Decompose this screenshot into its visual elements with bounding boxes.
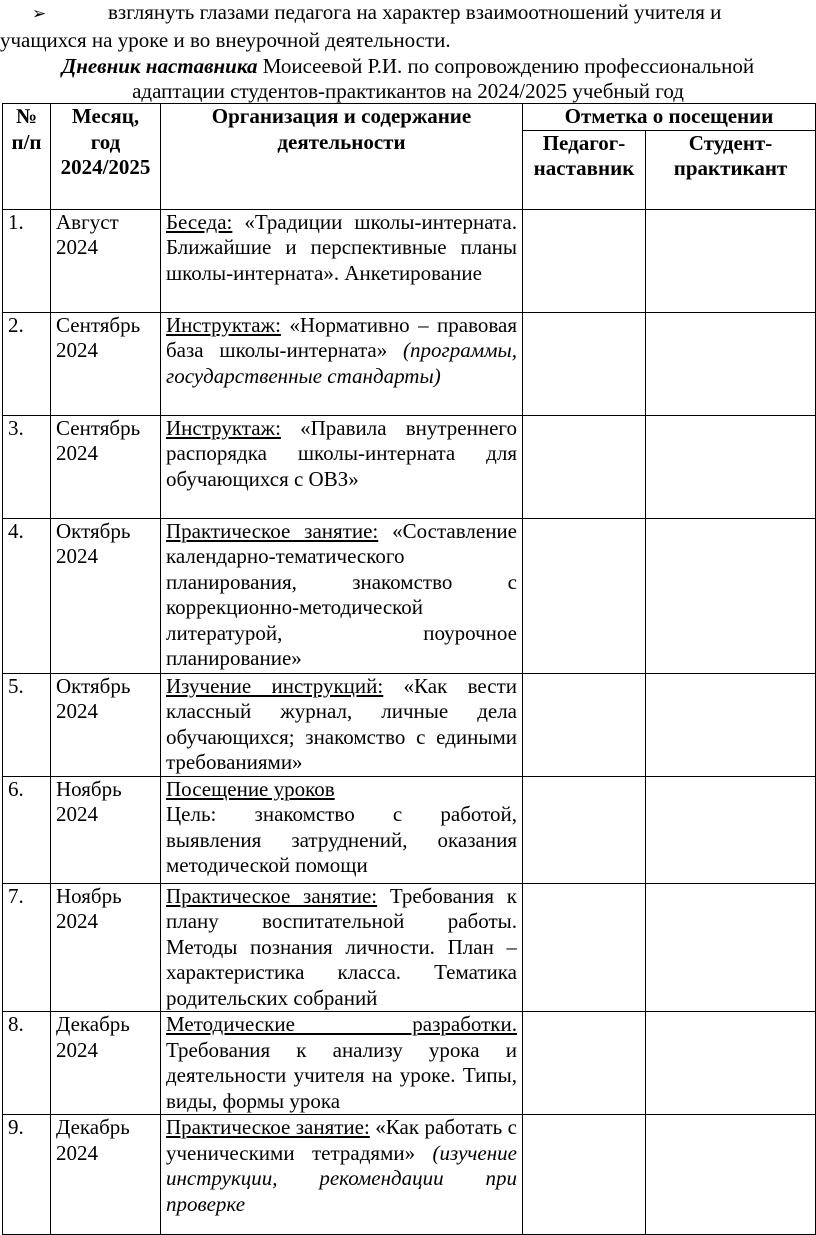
intro-paragraph (0, 0, 814, 53)
table-row (3, 1012, 816, 1115)
header-month: Месяц, год 2024/2025 (51, 104, 161, 210)
header-content: Организация и содержание деятельности (161, 104, 523, 210)
row-content: Беседа: «Традиции школы-интерната. Ближайшие и перспективные планы школы-интерната». Анкетирование (161, 209, 523, 312)
student-mark-cell[interactable] (646, 883, 816, 1012)
header-num: № п/п (3, 104, 51, 210)
row-content: Практическое занятие: Требования к плану воспитательной работы. Методы познания личности. План – характеристика класса. Тематика родительских собраний (161, 883, 523, 1012)
table-row (3, 776, 816, 883)
mentor-mark-cell[interactable] (523, 415, 646, 518)
mentor-mark-cell[interactable] (523, 518, 646, 673)
row-month: Сентябрь 2024 (51, 312, 161, 415)
mentor-mark-cell[interactable] (523, 776, 646, 883)
student-mark-cell[interactable] (646, 312, 816, 415)
row-content: Методические разработки. Требования к анализу урока и деятельности учителя на уроке. Типы, виды, формы урока (161, 1012, 523, 1115)
row-month: Декабрь 2024 (51, 1012, 161, 1115)
row-content: Практическое занятие: «Составление календарно-тематического планирования, знакомство с коррекционно-методической литературой, поурочное планирование» (161, 518, 523, 673)
mentor-mark-cell[interactable] (523, 312, 646, 415)
row-num: 3. (3, 415, 51, 518)
mentor-mark-cell[interactable] (523, 209, 646, 312)
arrow-bullet-icon: ➢ (32, 4, 47, 24)
diary-subtitle: адаптации студентов-практикантов на 2024/2025 учебный год (132, 79, 684, 103)
intro-line-2: учащихся на уроке и во внеурочной деятельности. (0, 27, 451, 52)
mentor-mark-cell[interactable] (523, 673, 646, 776)
diary-title-bold: Дневник наставника (61, 54, 258, 78)
table-row (3, 673, 816, 776)
row-content: Изучение инструкций: «Как вести классный журнал, личные дела обучающихся; знакомство с едиными требованиями» (161, 673, 523, 776)
row-month: Ноябрь 2024 (51, 776, 161, 883)
row-month: Октябрь 2024 (51, 673, 161, 776)
mentor-mark-cell[interactable] (523, 1012, 646, 1115)
mentor-mark-cell[interactable] (523, 883, 646, 1012)
row-num: 7. (3, 883, 51, 1012)
row-content: Инструктаж: «Правила внутреннего распорядка школы-интерната для обучающихся с ОВЗ» (161, 415, 523, 518)
row-month: Сентябрь 2024 (51, 415, 161, 518)
row-month: Ноябрь 2024 (51, 883, 161, 1012)
table-row (3, 1115, 816, 1235)
student-mark-cell[interactable] (646, 1012, 816, 1115)
row-num: 5. (3, 673, 51, 776)
row-num: 4. (3, 518, 51, 673)
header-mentor: Педагог-наставник (523, 130, 646, 209)
header-row (3, 104, 816, 131)
student-mark-cell[interactable] (646, 209, 816, 312)
diary-title (0, 54, 816, 80)
table-row (3, 883, 816, 1012)
row-num: 9. (3, 1115, 51, 1235)
row-num: 6. (3, 776, 51, 883)
header-student: Студент-практикант (646, 130, 816, 209)
header-attendance: Отметка о посещении (523, 104, 816, 131)
row-num: 2. (3, 312, 51, 415)
student-mark-cell[interactable] (646, 776, 816, 883)
student-mark-cell[interactable] (646, 518, 816, 673)
diary-table (2, 103, 816, 1235)
row-month: Октябрь 2024 (51, 518, 161, 673)
row-month: Август 2024 (51, 209, 161, 312)
table-row (3, 312, 816, 415)
row-month: Декабрь 2024 (51, 1115, 161, 1235)
mentor-mark-cell[interactable] (523, 1115, 646, 1235)
table-row (3, 518, 816, 673)
table-row (3, 209, 816, 312)
row-num: 1. (3, 209, 51, 312)
student-mark-cell[interactable] (646, 415, 816, 518)
row-content: Посещение уроков Цель: знакомство с работой, выявления затруднений, оказания методической помощи (161, 776, 523, 883)
student-mark-cell[interactable] (646, 673, 816, 776)
row-content: Практическое занятие: «Как работать с ученическими тетрадями» (изучение инструкции, рекомендации при проверке (161, 1115, 523, 1235)
intro-line-1: взглянуть глазами педагога на характер взаимоотношений учителя и (108, 0, 722, 24)
row-content: Инструктаж: «Нормативно – правовая база школы-интерната» (программы, государственные стандарты) (161, 312, 523, 415)
table-row (3, 415, 816, 518)
diary-title-rest: Моисеевой Р.И. по сопровождению профессиональной (257, 54, 755, 78)
row-num: 8. (3, 1012, 51, 1115)
student-mark-cell[interactable] (646, 1115, 816, 1235)
